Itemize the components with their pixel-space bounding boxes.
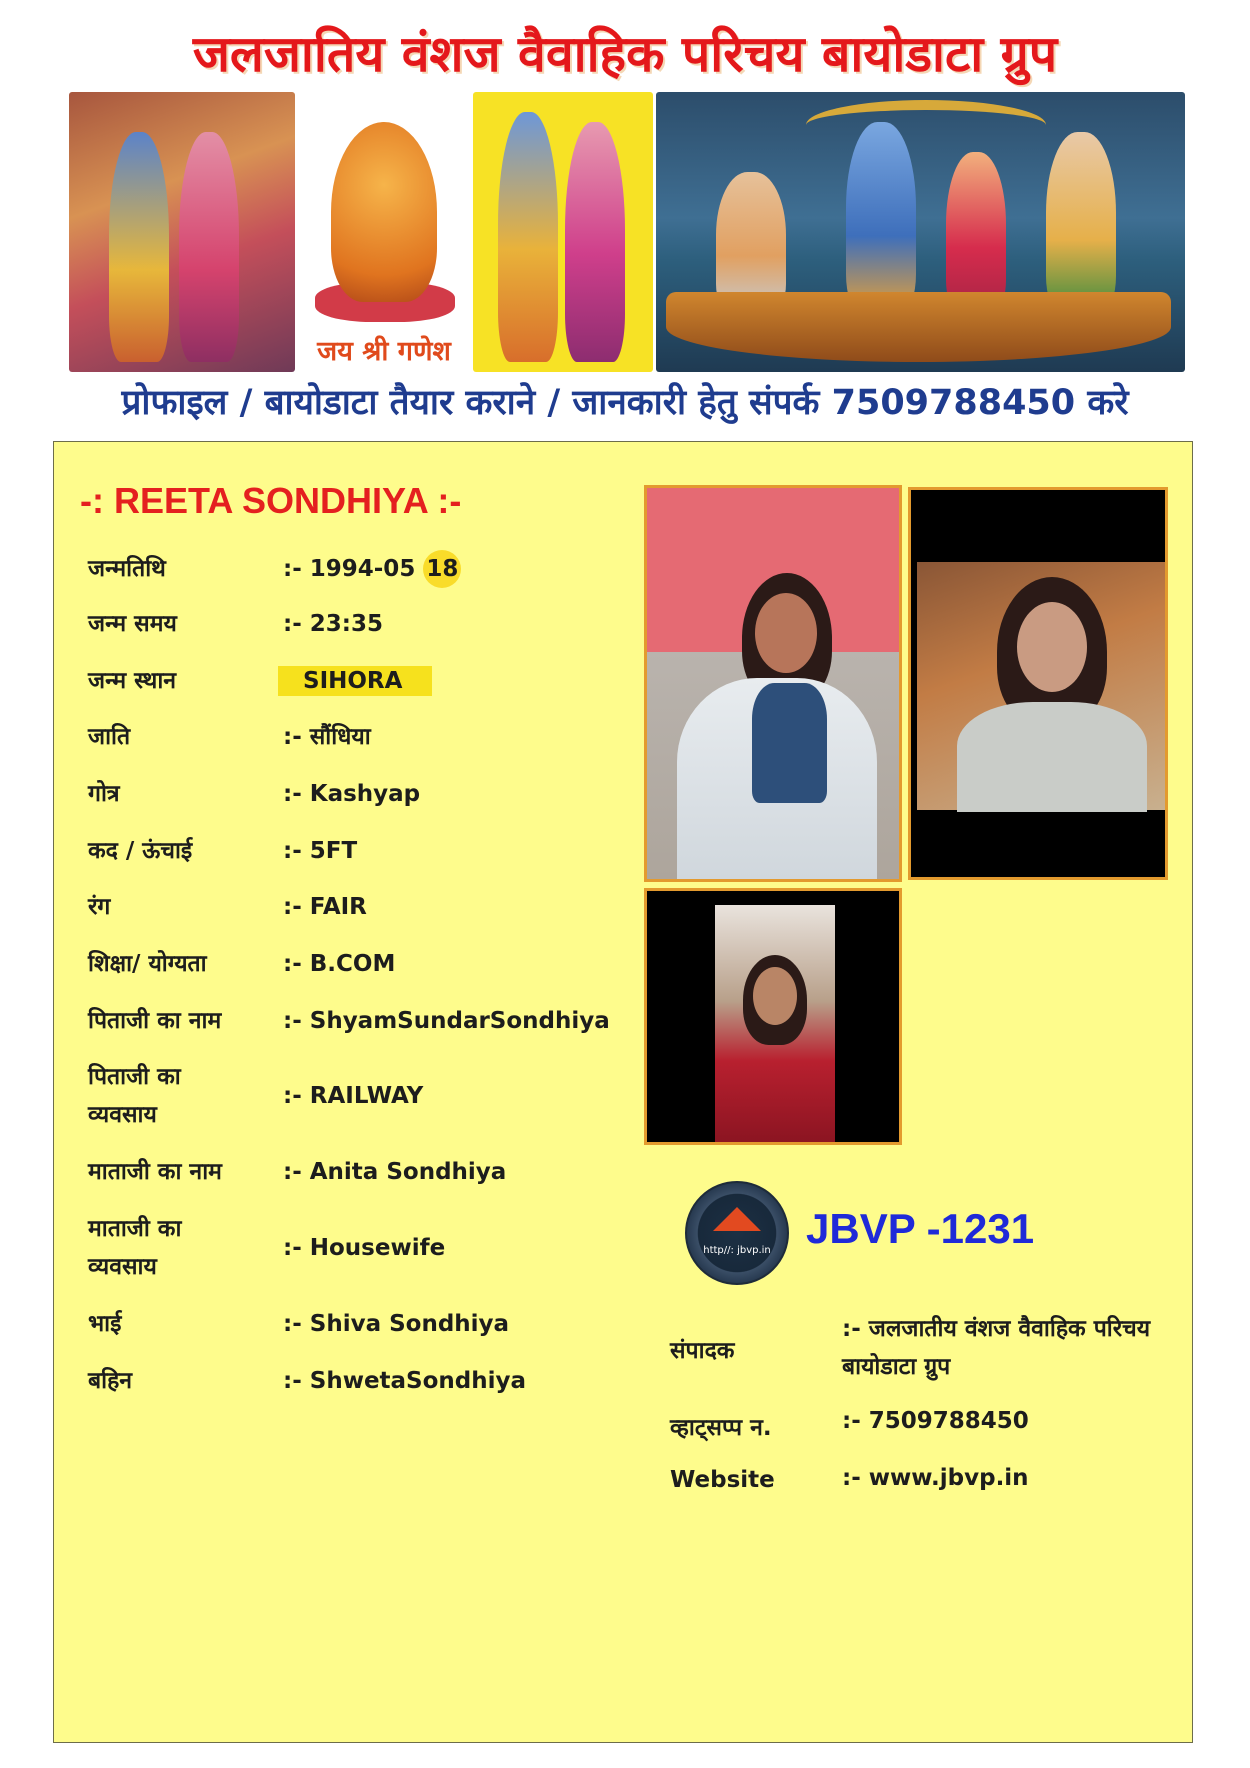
banner-image-ram-sita (69, 92, 295, 372)
field-label: भाई (88, 1311, 122, 1337)
highlighted-place: SIHORA (278, 666, 432, 696)
field-value: :- Anita Sondhiya (283, 1159, 507, 1185)
field-value: :- RAILWAY (283, 1083, 424, 1109)
field-label: पिताजी का व्यवसाय (88, 1064, 181, 1128)
banner-image-ganesh (295, 92, 473, 372)
banner-image-ram-sita-2 (473, 92, 653, 372)
field-value: :- 5FT (283, 838, 358, 864)
field-label: शिक्षा/ योग्यता (88, 951, 207, 977)
field-value: :- Shiva Sondhiya (283, 1311, 510, 1337)
page-title: जलजातिय वंशज वैवाहिक परिचय बायोडाटा ग्रुप (192, 25, 1058, 83)
whatsapp-label: व्हाट्सप्प न. (670, 1415, 772, 1441)
banner-caption: जय श्री गणेश (317, 336, 451, 367)
jbvp-logo (685, 1181, 789, 1285)
field-label: पिताजी का नाम (88, 1008, 222, 1034)
highlighted-day: 18 (423, 550, 461, 588)
profile-photo-3 (644, 888, 902, 1145)
profile-name: -: REETA SONDHIYA :- (80, 480, 462, 521)
website-label: Website (670, 1467, 775, 1493)
field-label: बहिन (88, 1368, 133, 1394)
editor-value: :- जलजातीय वंशज वैवाहिक परिचय बायोडाटा ग्रुप (842, 1316, 1151, 1380)
field-value: :- FAIR (283, 894, 367, 920)
field-label: जन्म समय (88, 611, 177, 637)
banner-image-boat (656, 92, 1185, 372)
field-value (283, 662, 432, 700)
field-label: जन्मतिथि (88, 556, 166, 582)
field-label: माताजी का व्यवसाय (88, 1216, 182, 1280)
profile-photo-1 (644, 485, 902, 882)
field-value: :- ShyamSundarSondhiya (283, 1008, 610, 1034)
field-value: :- 1994-05 18 (283, 550, 461, 588)
field-value: :- ShwetaSondhiya (283, 1368, 527, 1394)
field-label: रंग (88, 894, 111, 920)
field-label: जन्म स्थान (88, 668, 177, 694)
field-value: :- सौंधिया (283, 724, 371, 750)
field-value: :- Kashyap (283, 781, 421, 807)
field-label: कद / ऊंचाई (88, 838, 193, 864)
field-value: :- B.COM (283, 951, 396, 977)
field-value: :- Housewife (283, 1235, 446, 1261)
profile-code: JBVP -1231 (806, 1205, 1035, 1252)
website-value[interactable]: :- www.jbvp.in (842, 1465, 1029, 1491)
field-label: माताजी का नाम (88, 1159, 222, 1185)
field-label: गोत्र (88, 781, 120, 807)
profile-photo-2 (908, 487, 1168, 880)
field-label: जाति (88, 724, 131, 750)
field-value: :- 23:35 (283, 611, 383, 637)
logo-url-text: http//: jbvp.in (703, 1245, 771, 1256)
contact-subtitle: प्रोफाइल / बायोडाटा तैयार कराने / जानकारी हेतु संपर्क 7509788450 करे (121, 383, 1129, 423)
whatsapp-value: :- 7509788450 (842, 1408, 1029, 1434)
editor-label: संपादक (670, 1338, 735, 1364)
